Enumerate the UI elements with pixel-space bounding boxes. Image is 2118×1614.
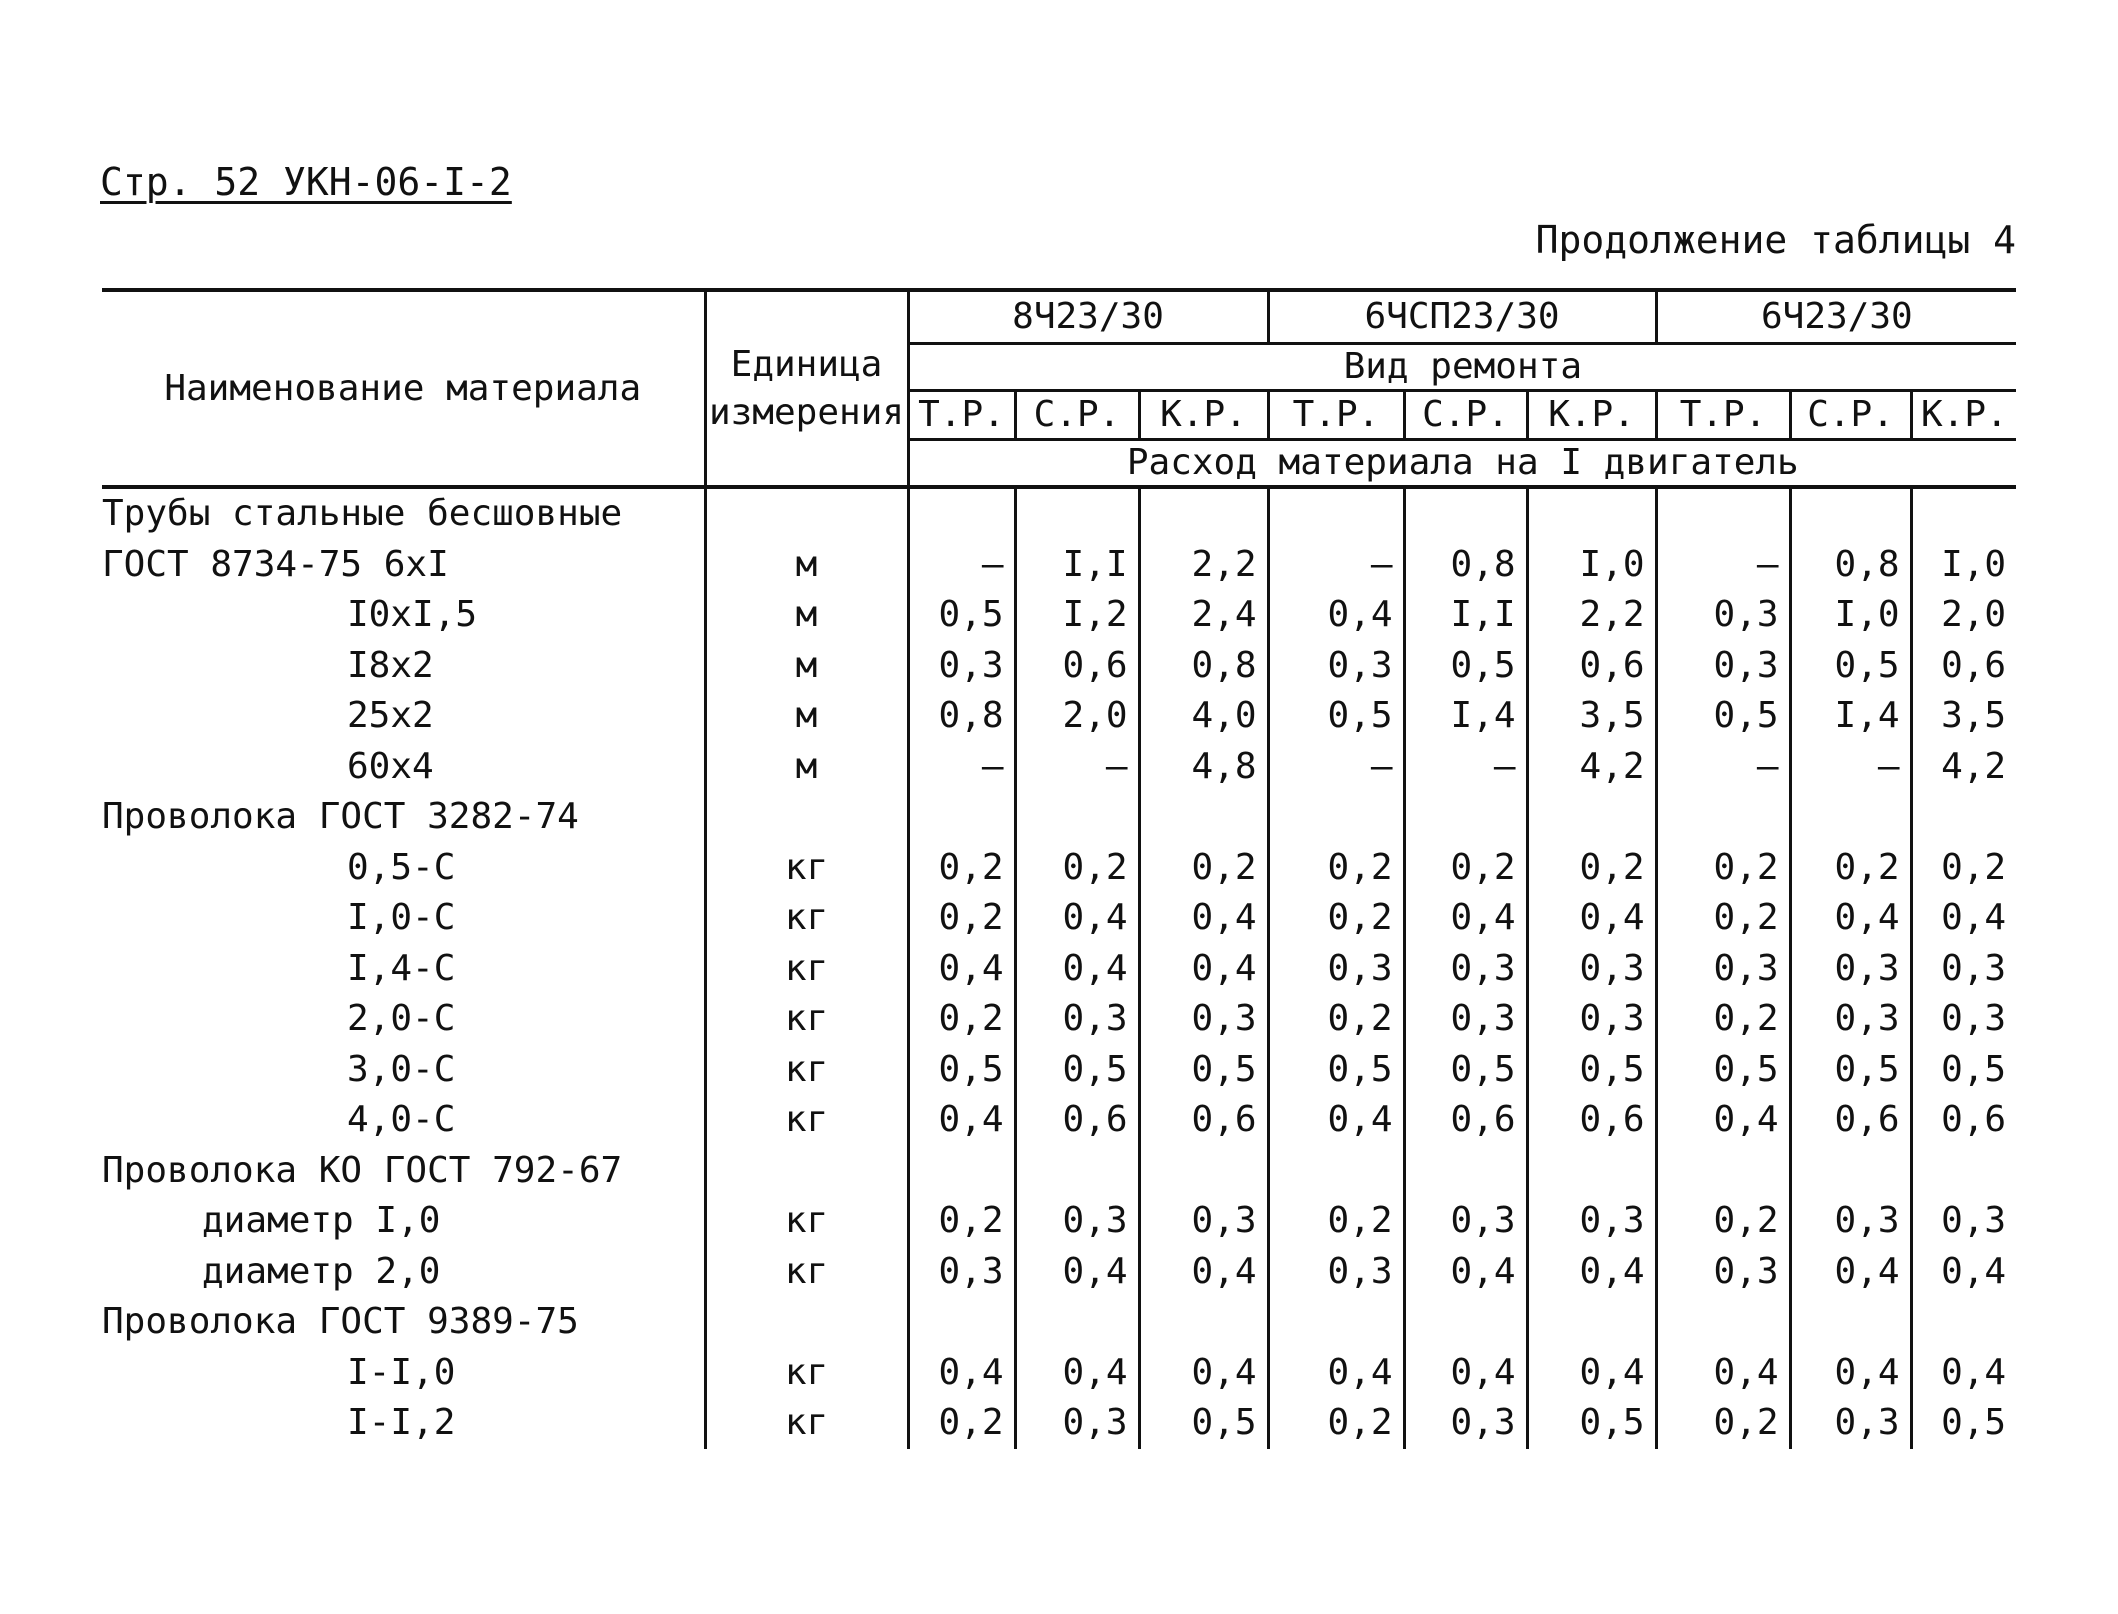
unit-cell: кг (705, 843, 908, 894)
consumption-value-cell (1015, 1297, 1139, 1348)
consumption-value-cell: – (908, 540, 1015, 591)
table-row (102, 893, 2016, 944)
consumption-value-cell: – (1268, 742, 1404, 793)
material-name-cell: диаметр I,0 (202, 1200, 441, 1241)
repair-type-header: Т.Р. (1268, 391, 1404, 440)
consumption-value-cell: 0,4 (1139, 944, 1268, 995)
consumption-value-cell (1527, 792, 1656, 843)
consumption-value-cell: 0,3 (1268, 1247, 1404, 1298)
consumption-value-cell (1139, 1297, 1268, 1348)
consumption-value-cell: 0,5 (1015, 1045, 1139, 1096)
unit-cell: кг (705, 1348, 908, 1399)
consumption-value-cell: 0,5 (1790, 1045, 1911, 1096)
table-header (102, 290, 2016, 487)
consumption-value-cell: 0,4 (1790, 1348, 1911, 1399)
consumption-value-cell (1015, 792, 1139, 843)
unit-cell: м (705, 742, 908, 793)
unit-cell: м (705, 691, 908, 742)
consumption-value-cell (1268, 792, 1404, 843)
consumption-value-cell: 0,5 (1656, 691, 1790, 742)
consumption-value-cell: 0,3 (1911, 1196, 2016, 1247)
table-row (102, 590, 2016, 641)
unit-cell: кг (705, 1247, 908, 1298)
consumption-value-cell: 0,4 (1656, 1348, 1790, 1399)
consumption-value-cell: 0,2 (1268, 1398, 1404, 1449)
consumption-value-cell: 3,5 (1527, 691, 1656, 742)
consumption-value-cell (908, 792, 1015, 843)
material-name-cell: 25х2 (347, 695, 434, 736)
consumption-value-cell: 0,4 (1527, 893, 1656, 944)
consumption-value-cell (1790, 487, 1911, 540)
consumption-value-cell (1527, 487, 1656, 540)
consumption-value-cell (1911, 792, 2016, 843)
consumption-value-cell: 0,4 (1139, 893, 1268, 944)
repair-kind-header: Вид ремонта (908, 344, 2016, 391)
consumption-value-cell: 3,5 (1911, 691, 2016, 742)
consumption-value-cell: I,0 (1527, 540, 1656, 591)
consumption-value-cell: 0,4 (908, 944, 1015, 995)
unit-cell: м (705, 590, 908, 641)
repair-type-header: С.Р. (1015, 391, 1139, 440)
consumption-value-cell: 0,4 (908, 1095, 1015, 1146)
repair-type-header: С.Р. (1404, 391, 1527, 440)
consumption-value-cell (908, 1297, 1015, 1348)
consumption-value-cell (1015, 487, 1139, 540)
consumption-value-cell (1268, 1297, 1404, 1348)
consumption-value-cell: 0,2 (908, 1398, 1015, 1449)
consumption-value-cell: – (1404, 742, 1527, 793)
consumption-value-cell: 0,4 (908, 1348, 1015, 1399)
consumption-value-cell: – (1268, 540, 1404, 591)
consumption-value-cell (1911, 1297, 2016, 1348)
consumption-value-cell: 0,5 (908, 1045, 1015, 1096)
material-name-cell: I,0-С (347, 897, 456, 938)
consumption-value-cell: 0,3 (1404, 994, 1527, 1045)
unit-cell: кг (705, 1095, 908, 1146)
consumption-value-cell: 0,6 (1911, 641, 2016, 692)
consumption-value-cell (1404, 792, 1527, 843)
consumption-value-cell (1656, 792, 1790, 843)
table-row (102, 843, 2016, 894)
table-row (102, 792, 2016, 843)
consumption-value-cell: 4,2 (1527, 742, 1656, 793)
consumption-value-cell: 0,5 (1404, 641, 1527, 692)
consumption-value-cell: 2,4 (1139, 590, 1268, 641)
table-row (102, 1146, 2016, 1197)
consumption-value-cell (1139, 792, 1268, 843)
consumption-value-cell: 0,2 (1268, 843, 1404, 894)
consumption-value-cell: I,I (1015, 540, 1139, 591)
consumption-value-cell: 2,2 (1527, 590, 1656, 641)
consumption-value-cell: 0,3 (1015, 1398, 1139, 1449)
materials-table (102, 288, 2016, 1449)
consumption-value-cell: 0,5 (908, 590, 1015, 641)
consumption-value-cell (1527, 1146, 1656, 1197)
table-row (102, 540, 2016, 591)
consumption-value-cell: – (1015, 742, 1139, 793)
consumption-value-cell: 0,3 (1790, 1398, 1911, 1449)
consumption-value-cell: – (908, 742, 1015, 793)
consumption-value-cell: 0,3 (1656, 944, 1790, 995)
table-row (102, 1398, 2016, 1449)
table-row (102, 1045, 2016, 1096)
material-name-cell: Трубы стальные бесшовные (102, 493, 623, 534)
material-name-cell: Проволока ГОСТ 9389-75 (102, 1301, 579, 1342)
consumption-value-cell: 2,0 (1911, 590, 2016, 641)
consumption-value-cell: 0,4 (1404, 1348, 1527, 1399)
consumption-value-cell: 0,3 (1911, 944, 2016, 995)
consumption-value-cell: 0,4 (1268, 590, 1404, 641)
consumption-value-cell: 0,8 (1139, 641, 1268, 692)
consumption-value-cell (1790, 1297, 1911, 1348)
table-row (102, 487, 2016, 540)
unit-cell (705, 1297, 908, 1348)
consumption-value-cell: 0,4 (1790, 893, 1911, 944)
consumption-value-cell (1527, 1297, 1656, 1348)
table-row (102, 691, 2016, 742)
consumption-value-cell: 0,3 (1656, 1247, 1790, 1298)
unit-cell (705, 487, 908, 540)
consumption-value-cell: 0,3 (1268, 944, 1404, 995)
consumption-value-cell: 0,3 (908, 641, 1015, 692)
consumption-value-cell: 0,3 (1404, 1196, 1527, 1247)
repair-type-header: С.Р. (1790, 391, 1911, 440)
consumption-value-cell: 4,0 (1139, 691, 1268, 742)
unit-header: Единица измерения (705, 290, 908, 487)
consumption-value-cell: 0,5 (1911, 1398, 2016, 1449)
consumption-value-cell: I,4 (1790, 691, 1911, 742)
consumption-value-cell: 0,4 (1015, 893, 1139, 944)
consumption-value-cell (1790, 1146, 1911, 1197)
consumption-value-cell: I,2 (1015, 590, 1139, 641)
materials-table-container (102, 288, 2016, 1449)
material-name-cell: I-I,0 (347, 1351, 456, 1393)
unit-cell (705, 1146, 908, 1197)
consumption-value-cell: 0,8 (1790, 540, 1911, 591)
consumption-value-cell: I,0 (1911, 540, 2016, 591)
consumption-value-cell: 0,4 (1268, 1095, 1404, 1146)
table-row (102, 1095, 2016, 1146)
consumption-value-cell (1911, 487, 2016, 540)
consumption-value-cell: 0,8 (908, 691, 1015, 742)
unit-cell: кг (705, 1045, 908, 1096)
consumption-value-cell: 0,2 (1268, 1196, 1404, 1247)
consumption-value-cell (1656, 1146, 1790, 1197)
consumption-value-cell: I,0 (1790, 590, 1911, 641)
consumption-value-cell (1404, 487, 1527, 540)
consumption-value-cell (1268, 487, 1404, 540)
consumption-value-cell: 0,3 (1656, 590, 1790, 641)
material-name-cell: Проволока ГОСТ 3282-74 (102, 796, 579, 837)
table-body (102, 487, 2016, 1449)
consumption-value-cell: 0,2 (1656, 843, 1790, 894)
table-row (102, 1297, 2016, 1348)
consumption-value-cell: 2,2 (1139, 540, 1268, 591)
consumption-value-cell: 0,4 (1911, 893, 2016, 944)
material-name-cell: ГОСТ 8734-75 6хI (102, 543, 449, 585)
consumption-value-cell: 0,2 (908, 1196, 1015, 1247)
consumption-value-cell: – (1656, 540, 1790, 591)
material-name-cell: I8х2 (347, 644, 434, 686)
consumption-value-cell: 0,4 (1911, 1348, 2016, 1399)
consumption-value-cell (1656, 1297, 1790, 1348)
consumption-value-cell: 0,3 (1527, 1196, 1656, 1247)
unit-cell: м (705, 540, 908, 591)
table-row (102, 1196, 2016, 1247)
repair-type-header: К.Р. (1139, 391, 1268, 440)
consumption-value-cell: 0,4 (1139, 1247, 1268, 1298)
consumption-value-cell (1139, 1146, 1268, 1197)
table-continuation-label: Продолжение таблицы 4 (1535, 218, 2016, 262)
consumption-value-cell: 0,2 (908, 994, 1015, 1045)
consumption-value-cell (1656, 487, 1790, 540)
repair-type-header: К.Р. (1911, 391, 2016, 440)
consumption-header: Расход материала на I двигатель (908, 440, 2016, 488)
consumption-value-cell: 0,3 (1527, 944, 1656, 995)
consumption-value-cell: 0,5 (1527, 1398, 1656, 1449)
consumption-value-cell: 0,2 (1404, 843, 1527, 894)
consumption-value-cell: I,4 (1404, 691, 1527, 742)
consumption-value-cell: 0,8 (1404, 540, 1527, 591)
table-row (102, 641, 2016, 692)
unit-cell: кг (705, 893, 908, 944)
material-name-cell: 2,0-С (347, 998, 456, 1039)
table-row (102, 1247, 2016, 1298)
unit-cell: кг (705, 994, 908, 1045)
consumption-value-cell: 0,6 (1527, 1095, 1656, 1146)
consumption-value-cell: 0,3 (908, 1247, 1015, 1298)
consumption-value-cell: 0,3 (1268, 641, 1404, 692)
consumption-value-cell (1790, 792, 1911, 843)
consumption-value-cell (1911, 1146, 2016, 1197)
consumption-value-cell: 0,4 (1404, 893, 1527, 944)
consumption-value-cell: 0,3 (1015, 1196, 1139, 1247)
consumption-value-cell: 0,6 (1527, 641, 1656, 692)
consumption-value-cell (908, 487, 1015, 540)
consumption-value-cell: 0,4 (1911, 1247, 2016, 1298)
consumption-value-cell: 0,5 (1268, 1045, 1404, 1096)
consumption-value-cell: 0,2 (1656, 994, 1790, 1045)
repair-type-header: К.Р. (1527, 391, 1656, 440)
consumption-value-cell: 0,4 (1527, 1247, 1656, 1298)
consumption-value-cell: 0,4 (1656, 1095, 1790, 1146)
consumption-value-cell (1015, 1146, 1139, 1197)
consumption-value-cell (908, 1146, 1015, 1197)
consumption-value-cell (1404, 1146, 1527, 1197)
consumption-value-cell: 4,8 (1139, 742, 1268, 793)
consumption-value-cell: 0,4 (1015, 944, 1139, 995)
consumption-value-cell: 0,4 (1527, 1348, 1656, 1399)
consumption-value-cell: I,I (1404, 590, 1527, 641)
consumption-value-cell: 0,6 (1404, 1095, 1527, 1146)
material-name-cell: I,4-С (347, 947, 456, 989)
consumption-value-cell: 0,3 (1656, 641, 1790, 692)
consumption-value-cell: 0,5 (1268, 691, 1404, 742)
consumption-value-cell: 0,3 (1790, 1196, 1911, 1247)
consumption-value-cell: 0,2 (908, 843, 1015, 894)
consumption-value-cell: 0,2 (1268, 994, 1404, 1045)
consumption-value-cell: 0,3 (1015, 994, 1139, 1045)
consumption-value-cell: 0,3 (1911, 994, 2016, 1045)
consumption-value-cell: 0,4 (1015, 1247, 1139, 1298)
consumption-value-cell: 0,2 (1656, 1398, 1790, 1449)
consumption-value-cell: 0,5 (1790, 641, 1911, 692)
material-name-cell: 3,0-С (347, 1048, 456, 1090)
consumption-value-cell: 0,5 (1139, 1045, 1268, 1096)
consumption-value-cell: 0,6 (1139, 1095, 1268, 1146)
material-name-cell: I0хI,5 (347, 594, 478, 635)
unit-cell: кг (705, 944, 908, 995)
unit-cell: кг (705, 1196, 908, 1247)
consumption-value-cell: – (1656, 742, 1790, 793)
material-name-cell: 0,5-С (347, 846, 456, 888)
consumption-value-cell: 0,6 (1015, 1095, 1139, 1146)
consumption-value-cell: 0,5 (1656, 1045, 1790, 1096)
consumption-value-cell: 0,5 (1139, 1398, 1268, 1449)
material-name-cell: диаметр 2,0 (202, 1250, 441, 1292)
consumption-value-cell: 0,4 (1139, 1348, 1268, 1399)
unit-cell: м (705, 641, 908, 692)
consumption-value-cell: 0,4 (1790, 1247, 1911, 1298)
consumption-value-cell: 0,2 (1139, 843, 1268, 894)
consumption-value-cell (1268, 1146, 1404, 1197)
consumption-value-cell: – (1790, 742, 1911, 793)
consumption-value-cell: 0,2 (1268, 893, 1404, 944)
consumption-value-cell: 0,4 (1404, 1247, 1527, 1298)
consumption-value-cell: 0,3 (1139, 1196, 1268, 1247)
consumption-value-cell: 0,3 (1527, 994, 1656, 1045)
table-row (102, 742, 2016, 793)
consumption-value-cell: 0,3 (1404, 1398, 1527, 1449)
material-name-header: Наименование материала (102, 290, 705, 487)
table-row (102, 1348, 2016, 1399)
consumption-value-cell: 0,2 (1656, 893, 1790, 944)
consumption-value-cell: 0,5 (1911, 1045, 2016, 1096)
consumption-value-cell: 0,3 (1404, 944, 1527, 995)
material-name-cell: 60х4 (347, 745, 434, 787)
material-name-cell: I-I,2 (347, 1402, 456, 1443)
consumption-value-cell: 2,0 (1015, 691, 1139, 742)
consumption-value-cell: 0,5 (1527, 1045, 1656, 1096)
consumption-value-cell: 0,2 (1911, 843, 2016, 894)
consumption-value-cell: 0,2 (908, 893, 1015, 944)
consumption-value-cell: 0,2 (1790, 843, 1911, 894)
consumption-value-cell: 0,4 (1015, 1348, 1139, 1399)
unit-cell: кг (705, 1398, 908, 1449)
consumption-value-cell: 0,3 (1790, 994, 1911, 1045)
material-name-cell: 4,0-С (347, 1099, 456, 1140)
consumption-value-cell: 0,6 (1790, 1095, 1911, 1146)
engine-header-2: 6ЧСП23/30 (1268, 290, 1656, 344)
material-name-cell: Проволока КО ГОСТ 792-67 (102, 1149, 623, 1191)
consumption-value-cell: 0,4 (1268, 1348, 1404, 1399)
consumption-value-cell: 0,6 (1911, 1095, 2016, 1146)
engine-header-3: 6Ч23/30 (1656, 290, 2016, 344)
consumption-value-cell (1404, 1297, 1527, 1348)
consumption-value-cell: 0,2 (1015, 843, 1139, 894)
unit-cell (705, 792, 908, 843)
page-header: Стр. 52 УКН-06-I-2 (100, 160, 512, 204)
consumption-value-cell: 0,2 (1656, 1196, 1790, 1247)
repair-type-header: Т.Р. (908, 391, 1015, 440)
repair-type-header: Т.Р. (1656, 391, 1790, 440)
consumption-value-cell: 0,5 (1404, 1045, 1527, 1096)
table-row (102, 944, 2016, 995)
consumption-value-cell: 4,2 (1911, 742, 2016, 793)
consumption-value-cell: 0,2 (1527, 843, 1656, 894)
consumption-value-cell: 0,3 (1790, 944, 1911, 995)
consumption-value-cell: 0,3 (1139, 994, 1268, 1045)
consumption-value-cell (1139, 487, 1268, 540)
consumption-value-cell: 0,6 (1015, 641, 1139, 692)
table-row (102, 994, 2016, 1045)
engine-header-1: 8Ч23/30 (908, 290, 1268, 344)
